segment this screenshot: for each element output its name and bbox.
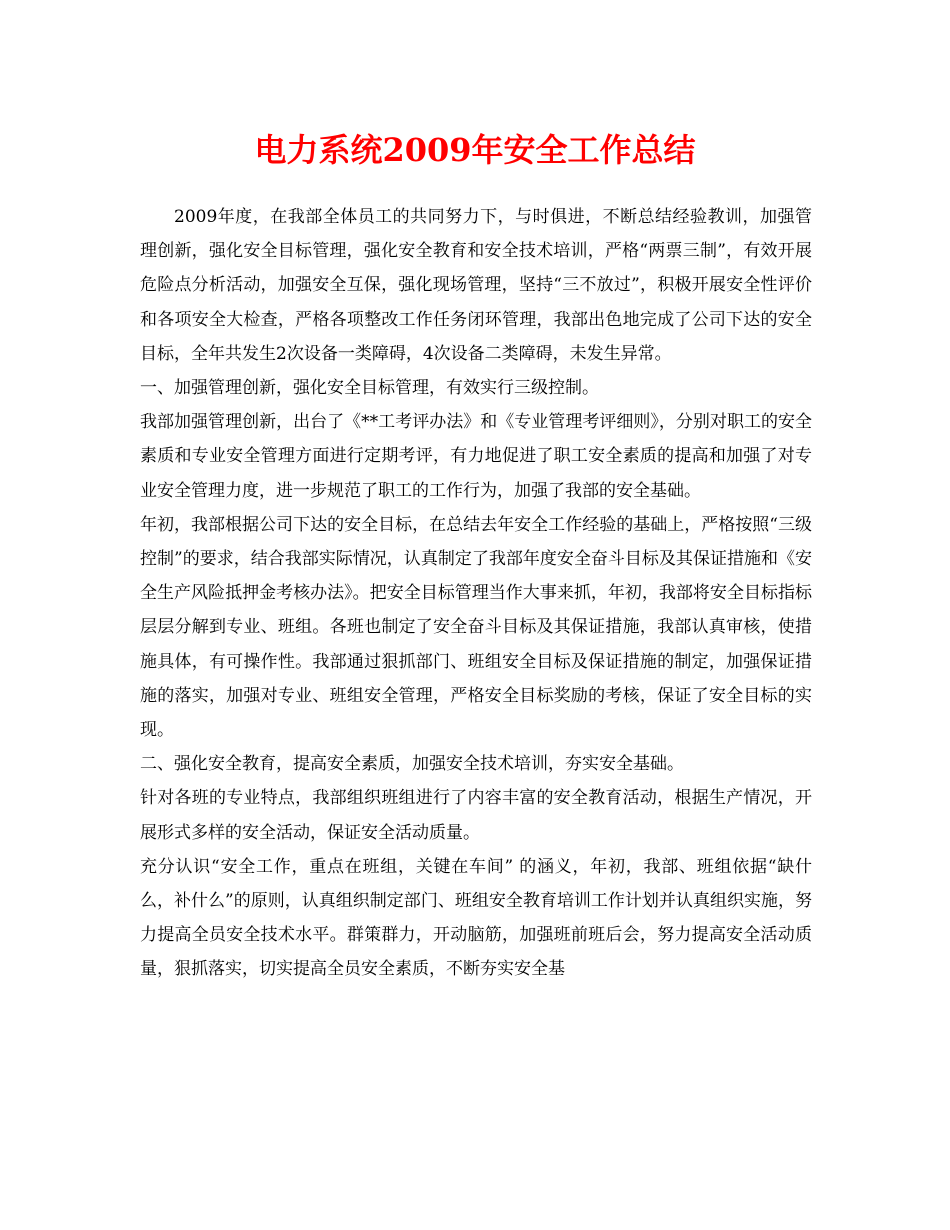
section-heading-1: 一、加强管理创新，强化安全目标管理，有效实行三级控制。 [140, 378, 599, 399]
paragraph: 我部加强管理创新，出台了《**工考评办法》和《专业管理考评细则》，分别对职工的安全素质和专业安全管理方面进行定期考评，有力地促进了职工安全素质的提高和加强了对专业安全管理力度，进一步规范了职工的工作行为，加强了我部的安全基础。 [140, 412, 812, 501]
paragraph: 针对各班的专业特点，我部组织班组进行了内容丰富的安全教育活动，根据生产情况，开展形式多样的安全活动，保证安全活动质量。 [140, 788, 812, 843]
paragraph: 年初，我部根据公司下达的安全目标，在总结去年安全工作经验的基础上，严格按照“三级控制”的要求，结合我部实际情况，认真制定了我部年度安全奋斗目标及其保证措施和《安全生产风险抵押金考核办法》。把安全目标管理当作大事来抓，年初，我部将安全目标指标层层分解到专业、班组。各班也制定了安全奋斗目标及其保证措施，我部认真审核，使措施具体，有可操作性。我部通过狠抓部门、班组安全目标及保证措施的制定，加强保证措施的落实，加强对专业、班组安全管理，严格安全目标奖励的考核，保证了安全目标的实现。 [140, 514, 812, 741]
paragraph: 充分认识“安全工作，重点在班组，关键在车间” 的涵义，年初，我部、班组依据“缺什么，补什么”的原则，认真组织制定部门、班组安全教育培训工作计划并认真组织实施，努力提高全员安全技术水平。群策群力，开动脑筋，加强班前班后会，努力提高安全活动质量，狠抓落实，切实提高全员安全素质，不断夯实安全基 [140, 856, 812, 980]
document-title: 电力系统2009年安全工作总结 [254, 131, 696, 169]
section-heading-2: 二、强化安全教育，提高安全素质，加强安全技术培训，夯实安全基础。 [140, 754, 684, 775]
paragraph-intro: 2009年度，在我部全体员工的共同努力下，与时俱进，不断总结经验教训，加强管理创新，强化安全目标管理，强化安全教育和安全技术培训，严格“两票三制”，有效开展危险点分析活动，加强安全互保，强化现场管理，坚持“三不放过”，积极开展安全性评价和各项安全大检查，严格各项整改工作任务闭环管理，我部出色地完成了公司下达的安全目标，全年共发生2次设备一类障碍，4次设备二类障碍，未发生异常。 [140, 207, 812, 364]
document-body [140, 200, 812, 987]
